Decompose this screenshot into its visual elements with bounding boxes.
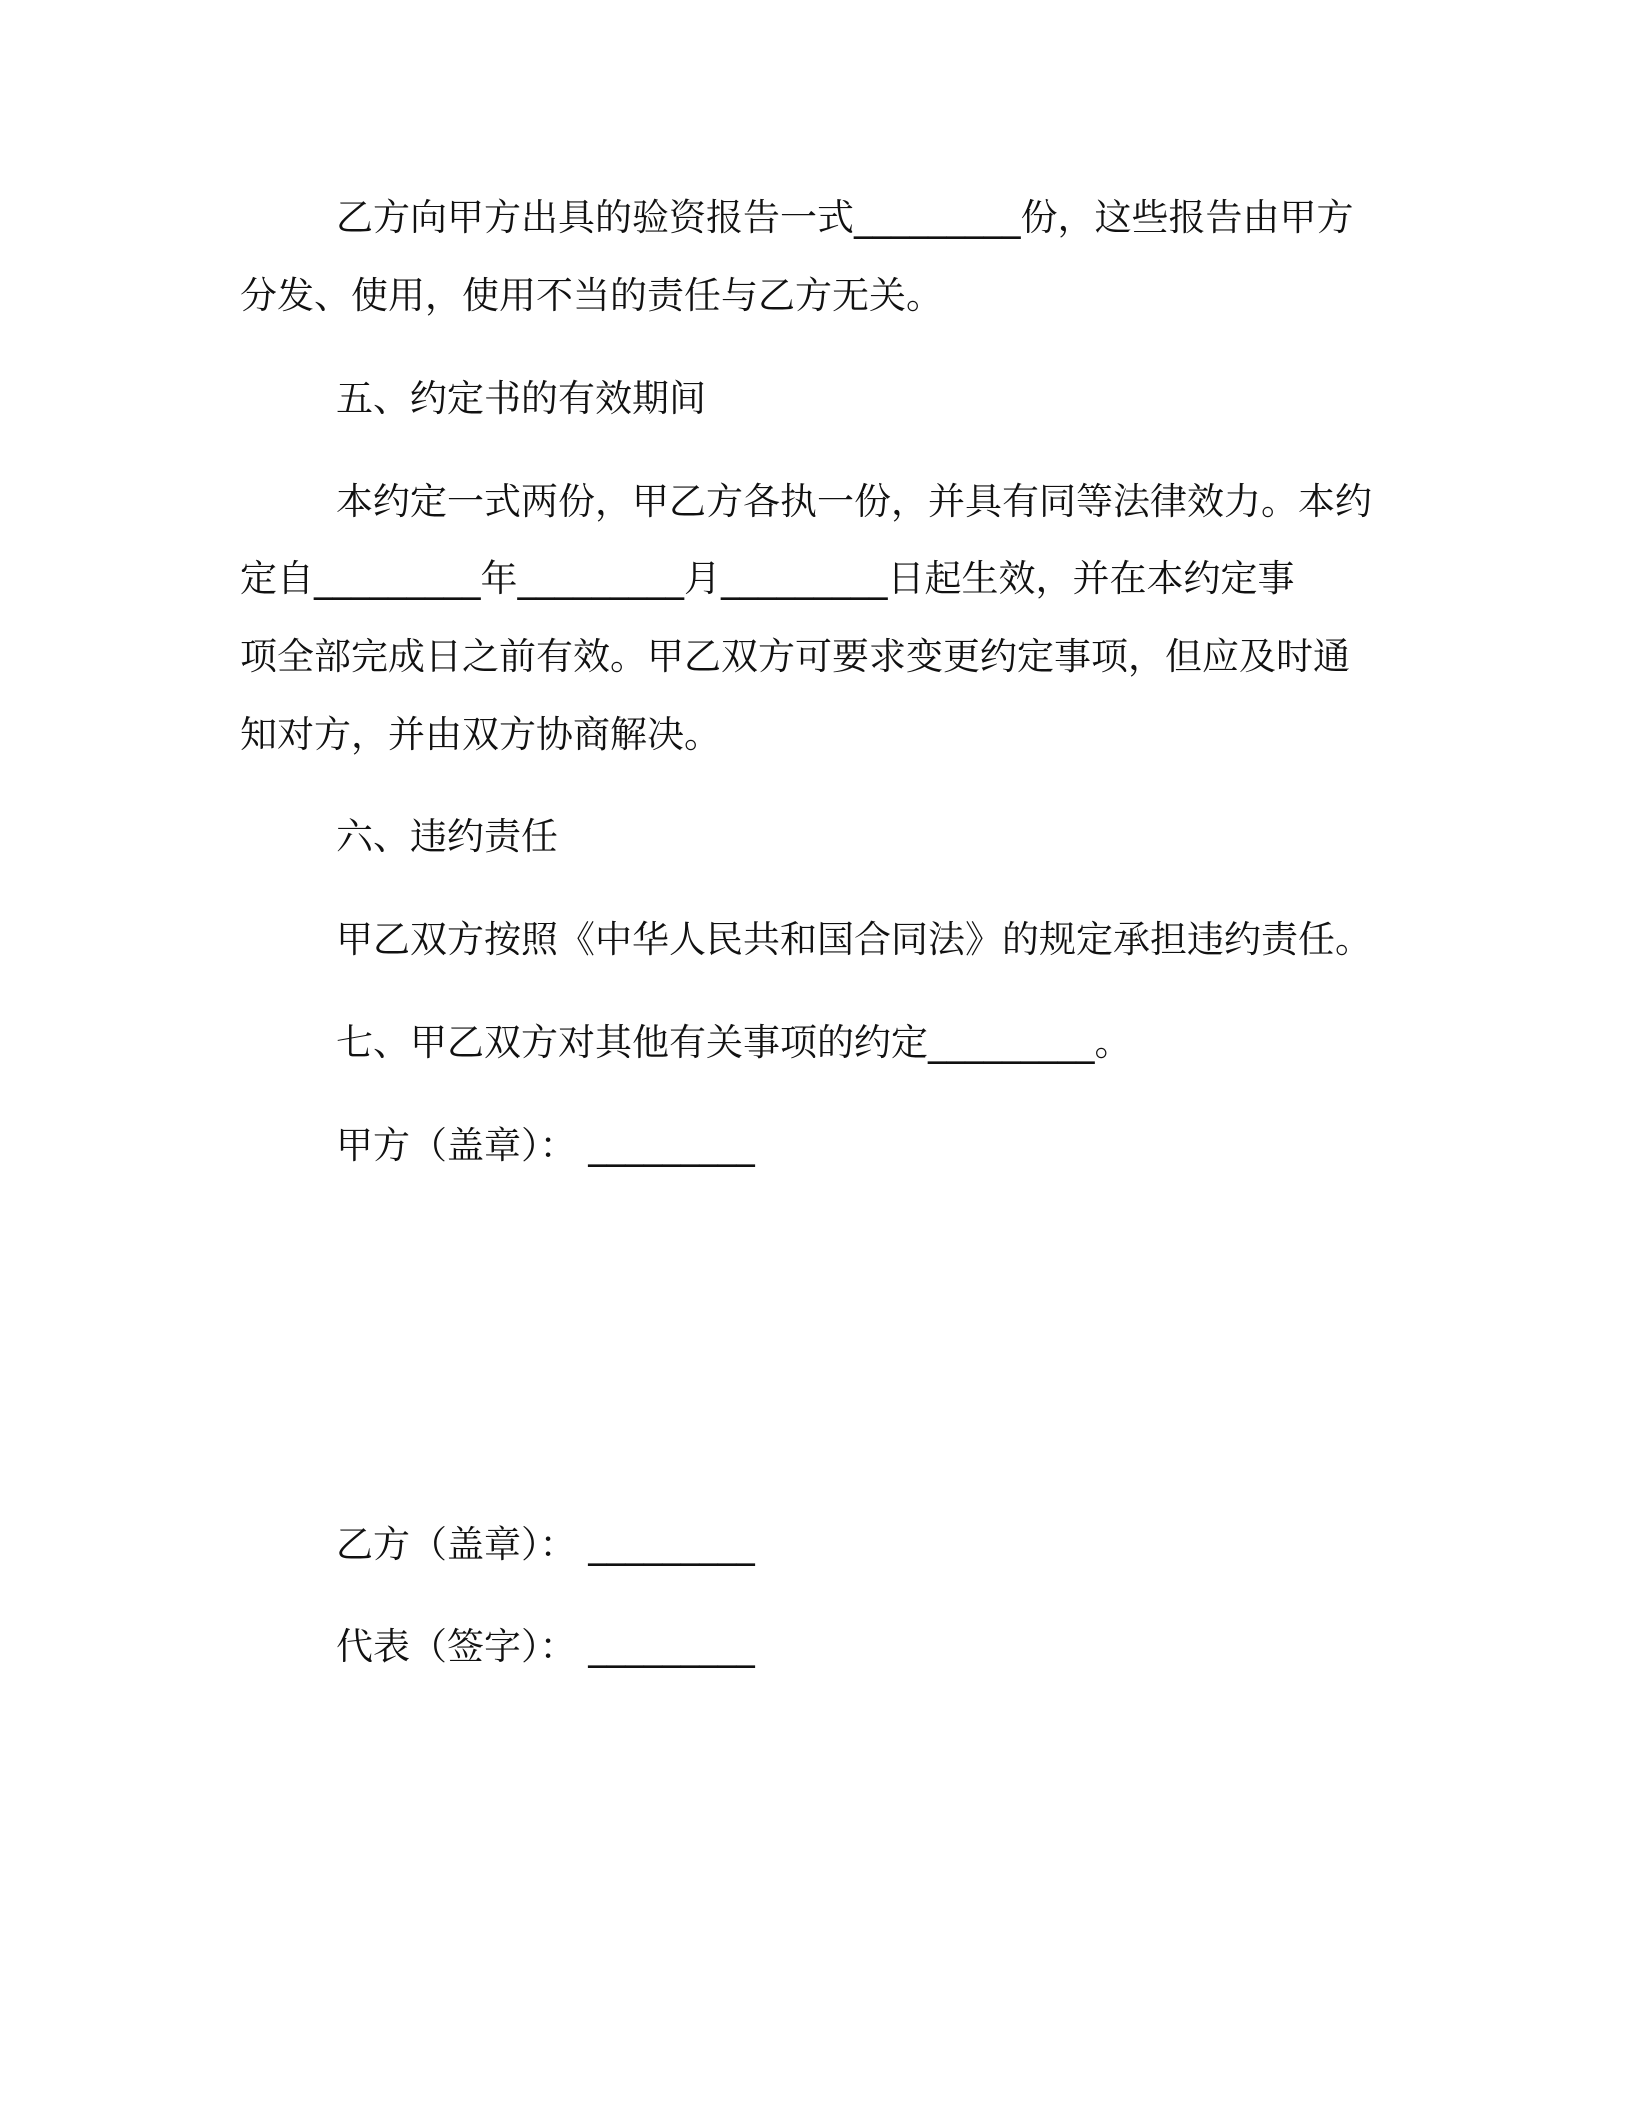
representative-signature-line <box>336 1625 755 1668</box>
section-5-line-3: 项全部完成日之前有效。甲乙双方可要求变更约定事项，但应及时通 <box>240 635 1350 678</box>
party-a-seal-label: 甲方（盖章）： <box>336 1124 577 1167</box>
section-5-line-4: 知对方，并由双方协商解决。 <box>240 713 721 756</box>
section-5-line-2: 定自_________年_________月_________日起生效，并在本约定事 <box>240 557 1295 600</box>
party-b-signature-line <box>336 1523 755 1566</box>
report-paragraph-line-1: 乙方向甲方出具的验资报告一式_________份，这些报告由甲方 <box>336 196 1354 239</box>
section-6-text: 甲乙双方按照《中华人民共和国合同法》的规定承担违约责任。 <box>336 918 1372 961</box>
party-a-seal-blank[interactable]: _________ <box>588 1124 755 1167</box>
party-b-seal-label: 乙方（盖章）： <box>336 1523 577 1566</box>
section-6-heading: 六、违约责任 <box>336 815 558 858</box>
party-b-seal-blank[interactable]: _________ <box>588 1523 755 1566</box>
section-5-line-1: 本约定一式两份，甲乙方各执一份，并具有同等法律效力。本约 <box>336 480 1372 523</box>
section-5-heading: 五、约定书的有效期间 <box>336 377 706 420</box>
representative-signature-label: 代表（签字）： <box>336 1625 577 1668</box>
party-a-signature-line <box>336 1124 755 1167</box>
section-7-text: 七、甲乙双方对其他有关事项的约定_________。 <box>336 1021 1132 1064</box>
representative-signature-blank[interactable]: _________ <box>588 1625 755 1668</box>
report-paragraph-line-2: 分发、使用，使用不当的责任与乙方无关。 <box>240 274 943 317</box>
